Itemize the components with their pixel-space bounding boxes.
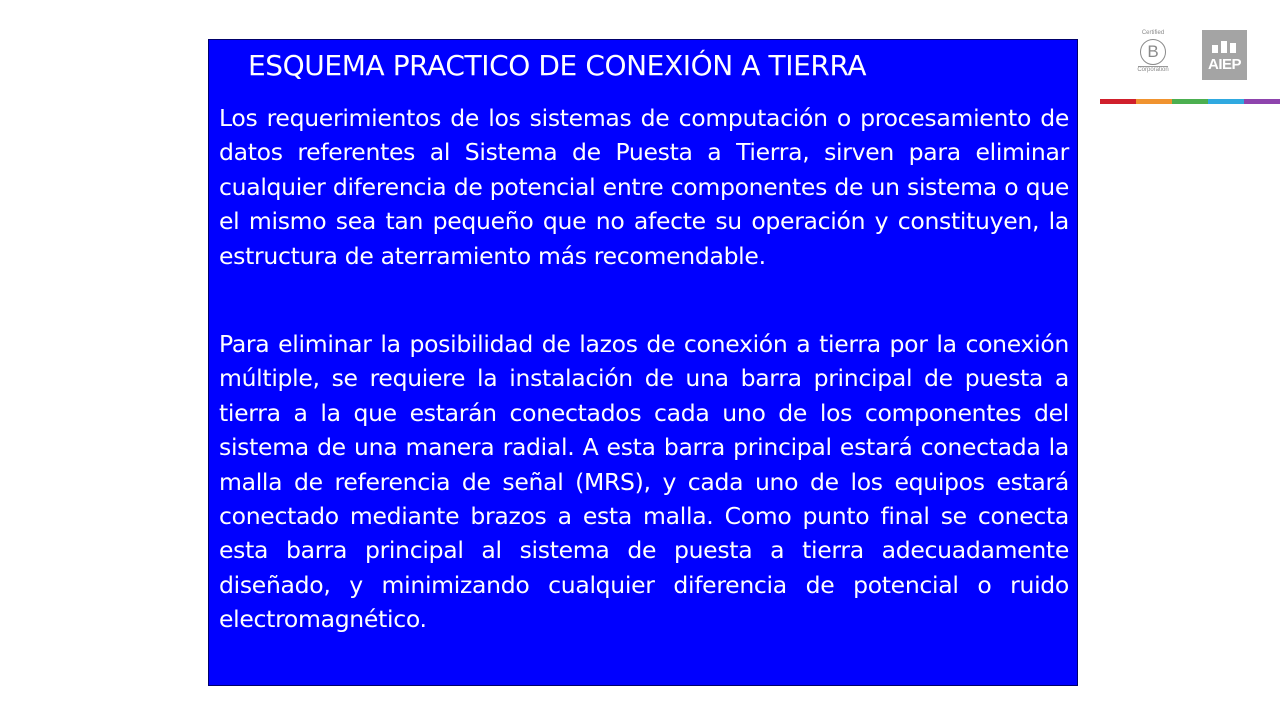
stripe-orange <box>1136 99 1172 104</box>
stripe-red <box>1100 99 1136 104</box>
bcorp-corporation-text: Corporation <box>1137 67 1169 73</box>
bcorp-b-icon: B <box>1140 39 1166 65</box>
brand-color-stripe <box>1100 99 1280 104</box>
bcorp-certified-text: Certified <box>1141 30 1165 36</box>
stripe-purple <box>1244 99 1280 104</box>
aiep-logo-text: AIEP <box>1207 56 1241 73</box>
stripe-blue <box>1208 99 1244 104</box>
slide-content-box <box>208 39 1078 686</box>
paragraph-requirements: Los requerimientos de los sistemas de computación o procesamiento de datos referentes al Sistema de Puesta a Tierra, sirven para eliminar cualquier diferencia de potencial entre componentes de un sistema o que el mismo sea tan pequeño que no afecte su operación y constituyen, la estructura de aterramiento más recomendable. <box>219 104 1069 270</box>
paragraph-ground-bar: Para eliminar la posibilidad de lazos de conexión a tierra por la conexión múltiple, se requiere la instalación de una barra principal de puesta a tierra a la que estarán conectados cada uno de los componentes del sistema de una manera radial. A esta barra principal estará conectada la malla de referencia de señal (MRS), y cada uno de los equipos estará conectado mediante brazos a esta malla. Como punto final se conecta esta barra principal al sistema de puesta a tierra adecuadamente diseñado, y minimizando cualquier diferencia de potencial o ruido electromagnético. <box>219 330 1069 634</box>
aiep-bars-icon <box>1211 39 1239 53</box>
slide-title: ESQUEMA PRACTICO DE CONEXIÓN A TIERRA <box>248 49 867 82</box>
aiep-logo <box>1202 30 1247 80</box>
bcorp-logo <box>1132 30 1174 82</box>
stripe-green <box>1172 99 1208 104</box>
